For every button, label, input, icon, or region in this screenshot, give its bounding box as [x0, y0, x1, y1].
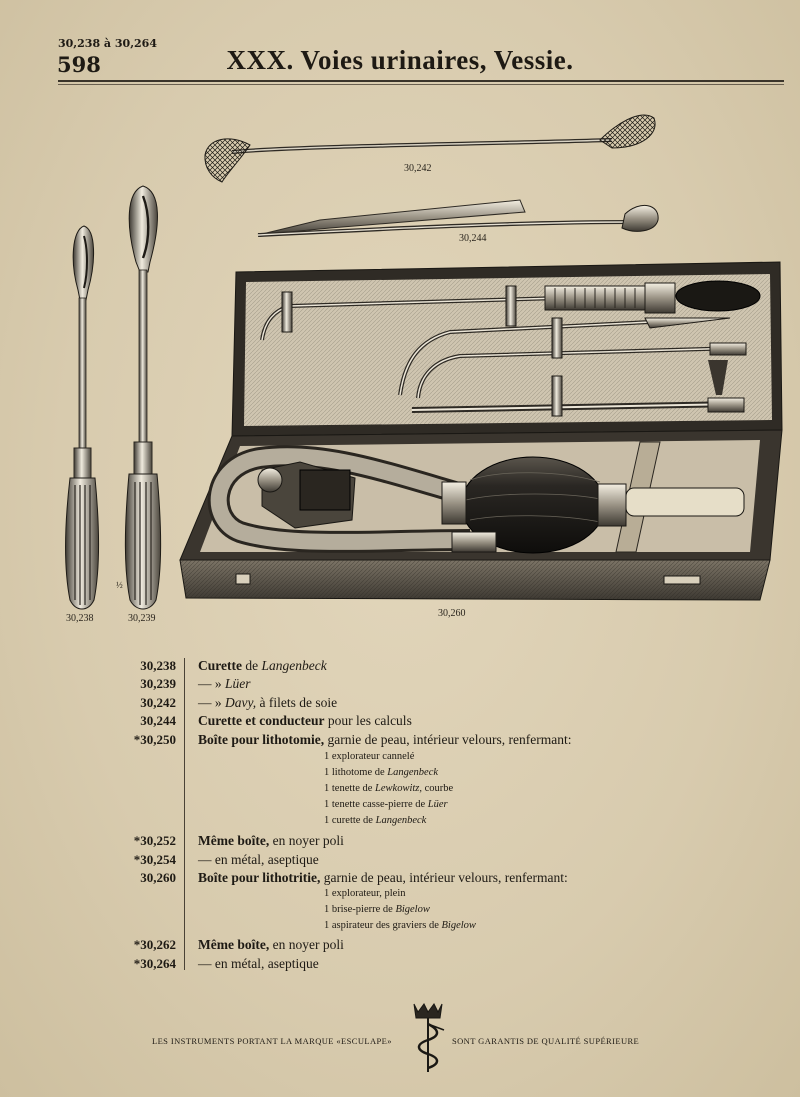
footer-right: SONT GARANTIS DE QUALITÉ SUPÉRIEURE: [452, 1036, 640, 1046]
text-run: Boîte pour lithotomie,: [198, 732, 325, 747]
text-run: Lewkowitz,: [375, 783, 422, 794]
catalog-number: *30,264: [133, 956, 176, 971]
text-run: 1 tenette casse-pierre de: [324, 799, 428, 810]
text-run: — »: [198, 676, 225, 691]
text-run: Même boîte,: [198, 937, 270, 952]
sub-item-text: [324, 904, 430, 915]
curette-langenbeck-illustration: [66, 226, 99, 609]
text-run: 1 explorateur cannelé: [324, 751, 415, 762]
sub-item-text: [324, 920, 476, 931]
sub-item-text: [324, 815, 426, 826]
lithotritie-case-illustration: [180, 262, 782, 600]
curette-luer-illustration: [125, 186, 160, 609]
text-run: Boîte pour lithotritie,: [198, 870, 321, 885]
scale-mark: ½: [116, 580, 123, 590]
text-run: 1 explorateur, plein: [324, 888, 406, 899]
text-run: en noyer poli: [269, 937, 344, 952]
text-run: Curette et conducteur: [198, 713, 325, 728]
text-run: Langenbeck: [261, 658, 327, 673]
page-title: XXX. Voies urinaires, Vessie.: [226, 45, 574, 75]
text-run: pour les calculs: [324, 713, 412, 728]
text-run: Bigelow: [441, 920, 476, 931]
text-run: à filets de soie: [256, 695, 338, 710]
sub-item-text: [324, 783, 453, 794]
text-run: 1 brise-pierre de: [324, 904, 396, 915]
text-run: Lüer: [427, 799, 448, 810]
text-run: courbe: [422, 783, 454, 794]
figure-caption: 30,244: [459, 233, 487, 244]
catalog-number: 30,238: [140, 658, 176, 673]
text-run: Davy,: [225, 695, 257, 710]
catalog-number: 30,260: [140, 870, 176, 885]
text-run: 1 aspirateur des graviers de: [324, 920, 442, 931]
sub-item-text: [324, 751, 414, 762]
text-run: Même boîte,: [198, 833, 270, 848]
entry-description: [198, 833, 344, 849]
table-divider: [184, 658, 185, 970]
entry-description: [198, 713, 412, 729]
entry-description: [198, 695, 337, 711]
entry-description: [198, 658, 327, 674]
footer-left: LES INSTRUMENTS PORTANT LA MARQUE «ESCULAPE»: [152, 1036, 392, 1046]
text-run: de: [241, 658, 262, 673]
catalog-number: 30,244: [140, 713, 176, 728]
sub-item-text: [324, 799, 448, 810]
item-range: 30,238 à 30,264: [58, 37, 157, 50]
catalog-number: 30,242: [140, 695, 176, 710]
figure-caption: 30,238: [66, 613, 94, 624]
sub-item-text: [324, 888, 406, 899]
text-run: garnie de peau, intérieur velours, renfermant:: [324, 732, 572, 747]
text-run: 1 tenette de: [324, 783, 376, 794]
text-run: — »: [198, 695, 225, 710]
entry-description: [198, 870, 568, 886]
catalog-number: *30,250: [133, 732, 176, 747]
sub-item-text: [324, 767, 438, 778]
text-run: 1 lithotome de: [324, 767, 388, 778]
curette-conducteur-illustration: [258, 200, 658, 235]
catalog-number: *30,254: [133, 852, 176, 867]
text-run: Curette: [198, 658, 242, 673]
text-run: garnie de peau, intérieur velours, renfermant:: [320, 870, 568, 885]
catalog-number: 30,239: [140, 676, 176, 691]
entry-description: [198, 676, 251, 692]
entry-description: [198, 732, 572, 748]
entry-description: [198, 852, 319, 868]
figure-caption: 30,242: [404, 163, 432, 174]
text-run: — en métal, aseptique: [198, 852, 319, 867]
page-number: 598: [57, 52, 101, 77]
esculape-logo: [414, 1004, 444, 1072]
text-run: Langenbeck: [375, 815, 427, 826]
catalog-number: *30,262: [133, 937, 176, 952]
text-run: 1 curette de: [324, 815, 376, 826]
text-run: — en métal, aseptique: [198, 956, 319, 971]
text-run: Bigelow: [395, 904, 430, 915]
entry-description: [198, 956, 319, 972]
entry-description: [198, 937, 344, 953]
text-run: Lüer: [225, 676, 251, 691]
figure-caption: 30,239: [128, 613, 156, 624]
catalog-number: *30,252: [133, 833, 176, 848]
text-run: en noyer poli: [269, 833, 344, 848]
figure-caption: 30,260: [438, 608, 466, 619]
text-run: Langenbeck: [387, 767, 439, 778]
